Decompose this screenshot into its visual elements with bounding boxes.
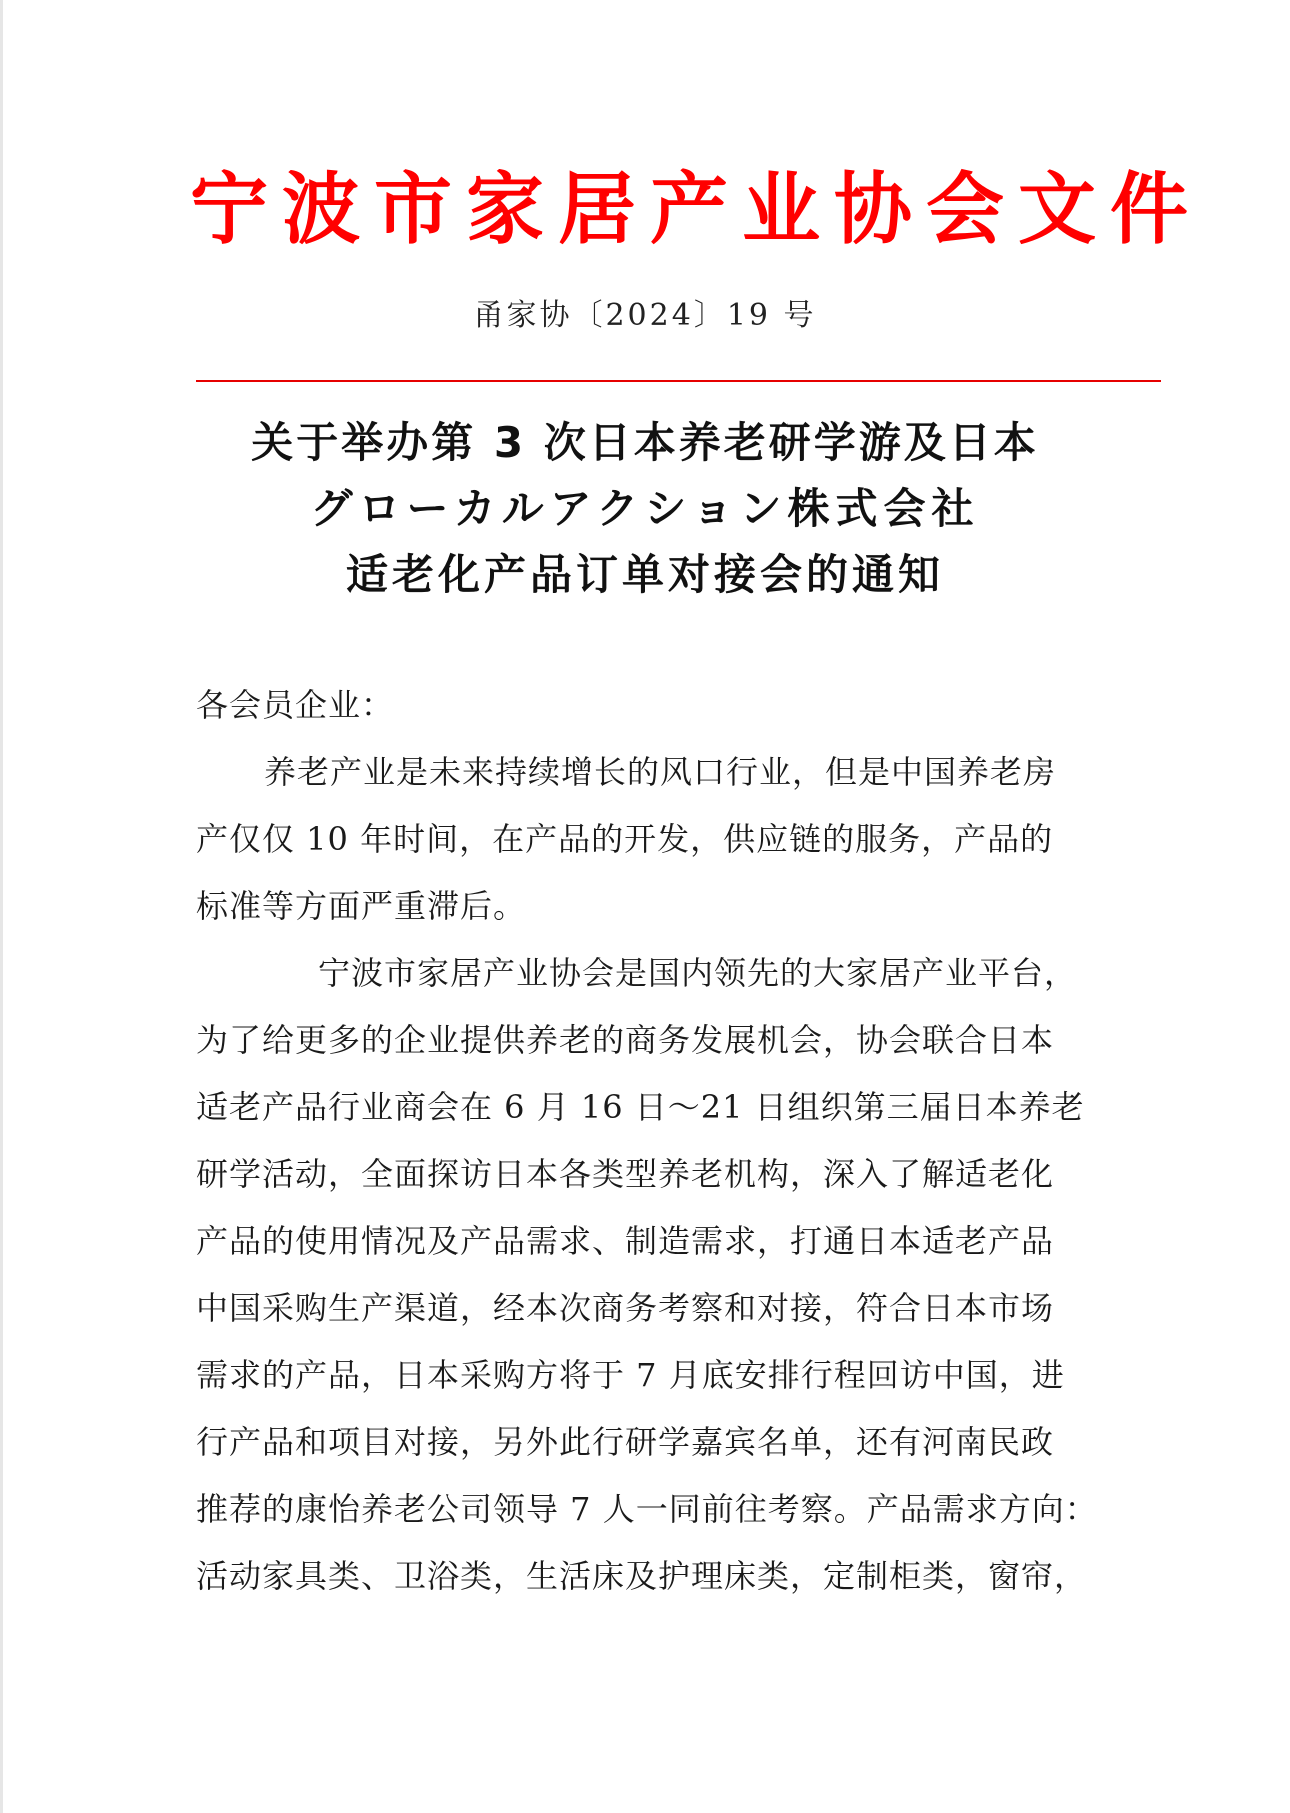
document-number: 甬家协〔2024〕19 号 (473, 298, 817, 333)
paragraph-1-line: 养老产业是未来持续增长的风口行业，但是中国养老房 (264, 753, 1057, 791)
masthead-title: 宁波市家居产业协会文件 (190, 165, 1203, 255)
paragraph-2-line: 活动家具类、卫浴类，生活床及护理床类，定制柜类，窗帘， (196, 1557, 1088, 1595)
paragraph-2-line: 中国采购生产渠道，经本次商务考察和对接，符合日本市场 (196, 1289, 1055, 1327)
notice-body (196, 672, 1096, 1610)
page-edge (0, 0, 3, 1813)
paragraph-2-line: 推荐的康怡养老公司领导 7 人一同前往考察。产品需求方向： (196, 1490, 1098, 1528)
paragraph-2-line: 需求的产品，日本采购方将于 7 月底安排行程回访中国，进 (196, 1356, 1065, 1394)
red-divider (196, 380, 1161, 382)
paragraph-2-line: 宁波市家居产业协会是国内领先的大家居产业平台， (318, 954, 1078, 992)
paragraph-2-line: 产品的使用情况及产品需求、制造需求，打通日本适老产品 (196, 1222, 1055, 1260)
title-line-3: 适老化产品订单对接会的通知 (345, 550, 944, 599)
paragraph-2-line: 为了给更多的企业提供养老的商务发展机会，协会联合日本 (196, 1021, 1055, 1059)
salutation: 各会员企业： (196, 686, 395, 724)
paragraph-2-line: 研学活动，全面探访日本各类型养老机构，深入了解适老化 (196, 1155, 1055, 1193)
paragraph-2-line: 适老产品行业商会在 6 月 16 日～21 日组织第三届日本养老 (196, 1088, 1085, 1126)
paragraph-2-line: 行产品和项目对接，另外此行研学嘉宾名单，还有河南民政 (196, 1423, 1055, 1461)
title-line-1: 关于举办第 3 次日本养老研学游及日本 (251, 418, 1039, 467)
notice-title (150, 410, 1140, 608)
paragraph-1-line: 标准等方面严重滞后。 (196, 887, 527, 925)
title-line-2: グローカルアクション株式会社 (310, 484, 980, 533)
paragraph-1-line: 产仅仅 10 年时间，在产品的开发，供应链的服务，产品的 (196, 820, 1054, 858)
